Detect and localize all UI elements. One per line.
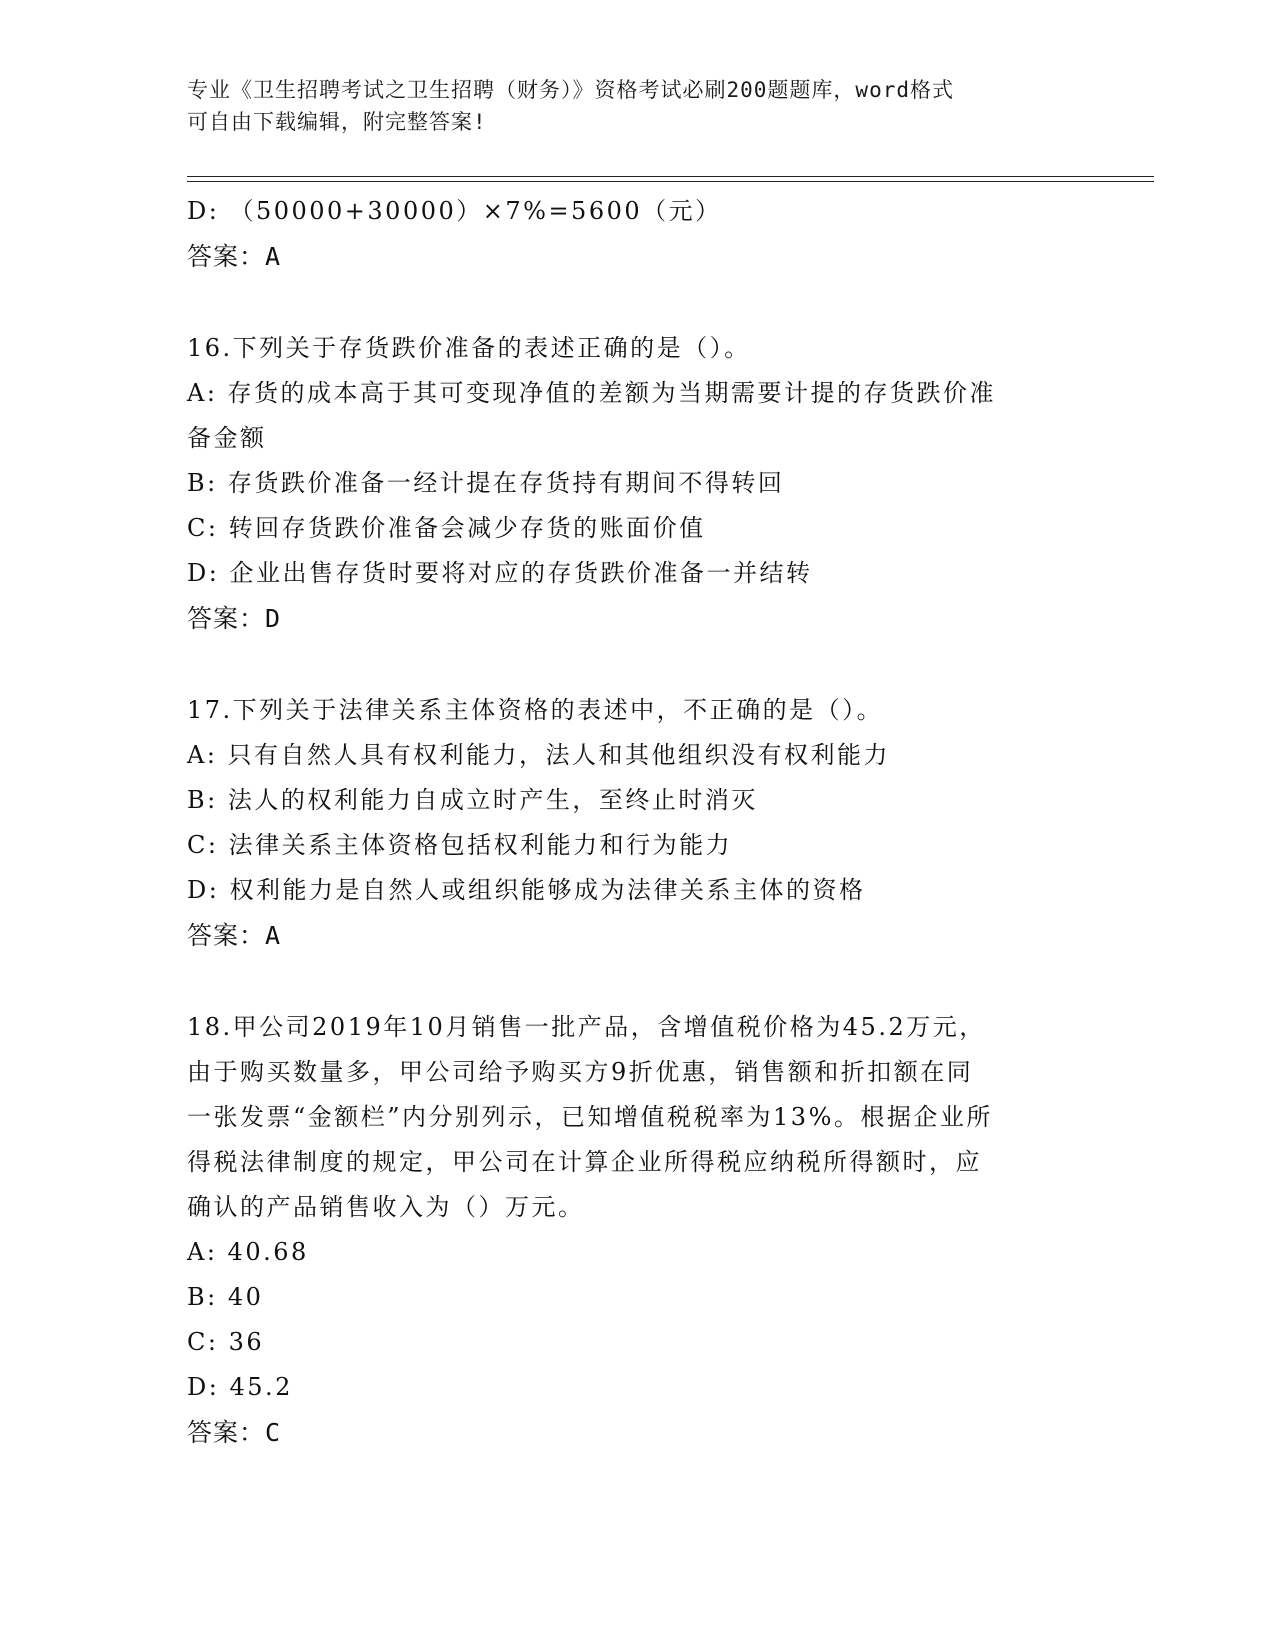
q18-stem-line-3: 一张发票“金额栏”内分别列示，已知增值税税率为13%。根据企业所 bbox=[187, 1103, 993, 1131]
header-divider-top bbox=[187, 176, 1154, 177]
q15-option-d: D: （50000+30000）×7%=5600（元） bbox=[187, 197, 722, 225]
header-divider-bottom bbox=[187, 181, 1154, 182]
q17-option-b: B: 法人的权利能力自成立时产生，至终止时消灭 bbox=[187, 786, 758, 814]
q16-option-d: D: 企业出售存货时要将对应的存货跌价准备一并结转 bbox=[187, 559, 813, 587]
spacer bbox=[187, 641, 1087, 688]
spacer bbox=[187, 958, 1087, 1005]
header-title-line-2: 可自由下载编辑，附完整答案! bbox=[187, 110, 487, 134]
header-title-line-1: 专业《卫生招聘考试之卫生招聘（财务）》资格考试必刷200题题库，word格式 bbox=[187, 78, 954, 102]
document-header bbox=[187, 74, 1067, 138]
q18-option-a: A: 40.68 bbox=[187, 1238, 309, 1266]
q16-option-b: B: 存货跌价准备一经计提在存货持有期间不得转回 bbox=[187, 469, 785, 497]
q16-option-c: C: 转回存货跌价准备会减少存货的账面价值 bbox=[187, 514, 706, 542]
q17-option-a: A: 只有自然人具有权利能力，法人和其他组织没有权利能力 bbox=[187, 741, 891, 769]
q18-stem-line-2: 由于购买数量多，甲公司给予购买方9折优惠，销售额和折扣额在同 bbox=[187, 1058, 974, 1086]
spacer bbox=[187, 279, 1087, 326]
q16-option-a-line-1: A: 存货的成本高于其可变现净值的差额为当期需要计提的存货跌价准 bbox=[187, 379, 997, 407]
q18-stem-line-4: 得税法律制度的规定，甲公司在计算企业所得税应纳税所得额时，应 bbox=[187, 1148, 982, 1176]
q18-stem-line-1: 18.甲公司2019年10月销售一批产品，含增值税价格为45.2万元， bbox=[187, 1013, 986, 1041]
q17-stem: 17.下列关于法律关系主体资格的表述中，不正确的是（）。 bbox=[187, 696, 884, 724]
q18-option-c: C: 36 bbox=[187, 1328, 265, 1356]
question-content bbox=[187, 189, 1087, 1455]
q18-answer: 答案：C bbox=[187, 1418, 282, 1447]
q17-option-d: D: 权利能力是自然人或组织能够成为法律关系主体的资格 bbox=[187, 876, 866, 904]
q18-option-b: B: 40 bbox=[187, 1283, 264, 1311]
q17-answer: 答案：A bbox=[187, 921, 282, 950]
q18-option-d: D: 45.2 bbox=[187, 1373, 293, 1401]
q16-option-a-line-2: 备金额 bbox=[187, 424, 267, 452]
q16-stem: 16.下列关于存货跌价准备的表述正确的是（）。 bbox=[187, 334, 751, 362]
q18-stem-line-5: 确认的产品销售收入为（）万元。 bbox=[187, 1193, 585, 1221]
q16-answer: 答案：D bbox=[187, 604, 282, 633]
q15-answer: 答案：A bbox=[187, 242, 282, 271]
q17-option-c: C: 法律关系主体资格包括权利能力和行为能力 bbox=[187, 831, 733, 859]
